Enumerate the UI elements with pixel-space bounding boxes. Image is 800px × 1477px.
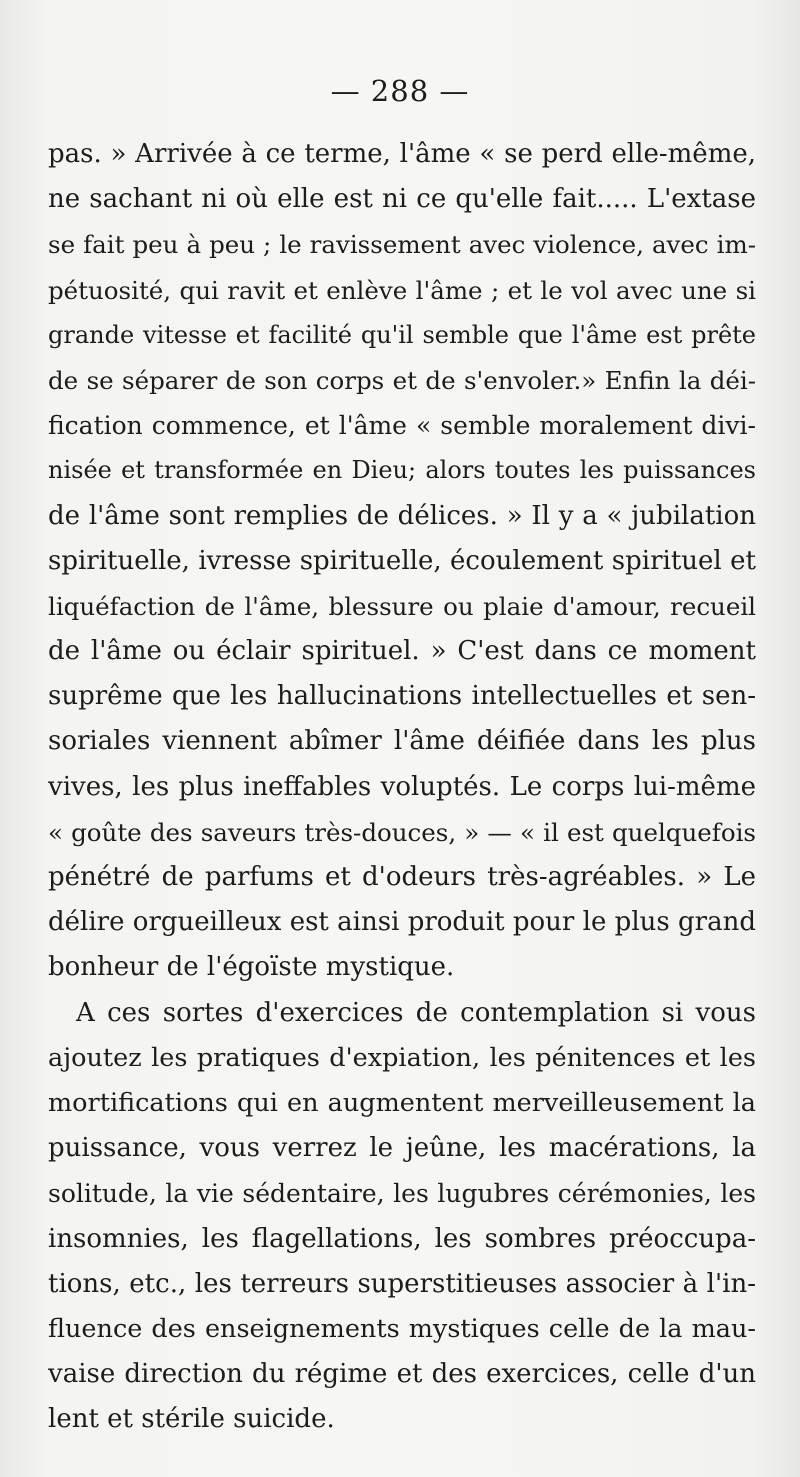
text-line: fluence des enseignements mystiques celle de la mau- — [48, 1313, 756, 1344]
text-line: insomnies, les flagellations, les sombres préoccupa- — [48, 1223, 756, 1254]
body-text — [48, 132, 756, 1442]
text-line: pas. » Arrivée à ce terme, l'âme « se perd elle-même, — [48, 139, 756, 169]
text-line: ajoutez les pratiques d'expiation, les pénitences et les — [48, 1042, 756, 1073]
text-line: fication commence, et l'âme « semble moralement divi- — [48, 411, 756, 441]
text-line: lent et stérile suicide. — [48, 1404, 335, 1435]
text-line: de l'âme ou éclair spirituel. » C'est dans ce moment — [48, 636, 756, 667]
text-line: vives, les plus ineffables voluptés. Le corps lui-même — [48, 771, 756, 802]
text-line: A ces sortes d'exercices de contemplation si vous — [76, 997, 756, 1028]
text-line: suprême que les hallucinations intellectuelles et sen- — [48, 681, 756, 712]
text-line: mortifications qui en augmentent merveilleusement la — [48, 1087, 756, 1118]
text-line: bonheur de l'égoïste mystique. — [48, 952, 455, 983]
text-line: tions, etc., les terreurs superstitieuses associer à l'in- — [48, 1268, 756, 1299]
text-line: vaise direction du régime et des exercices, celle d'un — [48, 1359, 756, 1390]
text-line: nisée et transformée en Dieu; alors toutes les puissances — [48, 456, 756, 485]
text-line: de l'âme sont remplies de délices. » Il y a « jubilation — [48, 500, 756, 531]
text-line: puissance, vous verrez le jeûne, les macérations, la — [48, 1133, 756, 1164]
text-line: pénétré de parfums et d'odeurs très-agréables. » Le — [48, 862, 756, 892]
text-line: pétuosité, qui ravit et enlève l'âme ; et le vol avec une si — [48, 275, 756, 305]
text-line: spirituelle, ivresse spirituelle, écoulement spirituel et — [48, 545, 756, 576]
text-line: « goûte des saveurs très-douces, » — « il est quelquefois — [48, 817, 756, 847]
text-line: liquéfaction de l'âme, blessure ou plaie d'amour, recueil — [48, 591, 756, 621]
text-line: se fait peu à peu ; le ravissement avec violence, avec im- — [48, 230, 756, 260]
text-line: soriales viennent abîmer l'âme déifiée dans les plus — [48, 726, 756, 757]
text-line: grande vitesse et facilité qu'il semble que l'âme est prête — [48, 320, 756, 349]
text-line: délire orgueilleux est ainsi produit pour le plus grand — [48, 907, 756, 938]
text-line: solitude, la vie sédentaire, les lugubres cérémonies, les — [48, 1179, 756, 1209]
text-line: ne sachant ni où elle est ni ce qu'elle fait..... L'extase — [48, 184, 756, 215]
page-number: — 288 — — [330, 74, 470, 108]
text-line: de se séparer de son corps et de s'envoler.» Enfin la déi- — [48, 365, 756, 395]
